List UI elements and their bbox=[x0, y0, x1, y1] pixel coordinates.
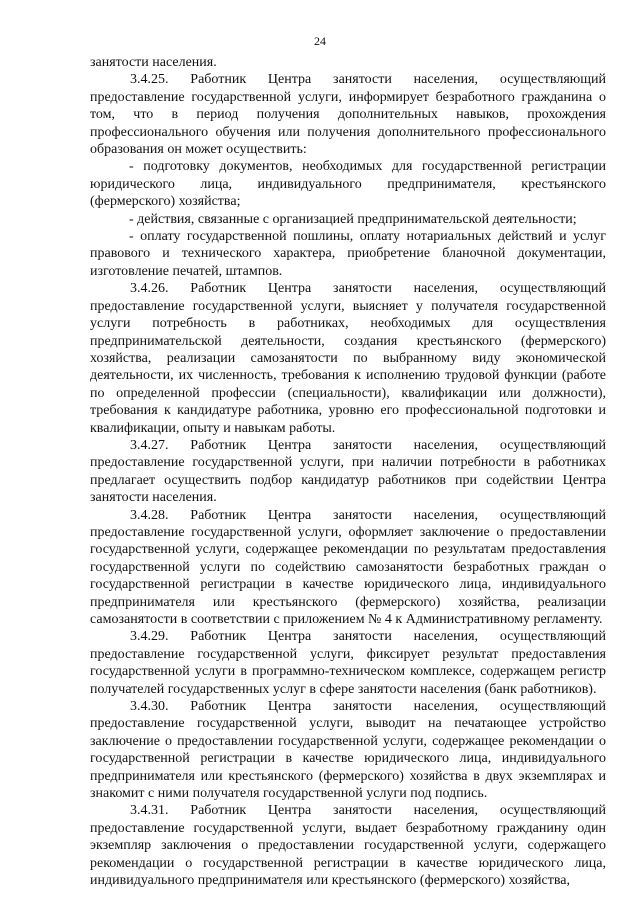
page-number: 24 bbox=[314, 34, 326, 48]
list-item-registration-documents: - подготовку документов, необходимых для государственной регистрации юридического лица, индивидуального предпринимателя, крестьянского (фермерского) хозяйства; bbox=[90, 159, 606, 210]
paragraph-3-4-25: 3.4.25. Работник Центра занятости населения, осуществляющий предоставление государственной услуги, информирует безработного гражданина о том, что в период получения дополнительных навыков, прохождения профессионального обучения или получения дополнительного профессионального образования он может осуществить: bbox=[90, 72, 606, 158]
list-item-fee-payment: - оплату государственной пошлины, оплату нотариальных действий и услуг правового и технического характера, приобретение бланочной документации, изготовление печатей, штампов. bbox=[90, 229, 606, 279]
paragraph-3-4-30: 3.4.30. Работник Центра занятости населения, осуществляющий предоставление государственной услуги, выводит на печатающее устройство заключение о предоставлении государственной услуги, содержащее рекомендации о государственной регистрации в качестве юридического лица, индивидуального предпринимателя или крестьянского (фермерского) хозяйства в двух экземплярах и знакомит с ними получателя государственной услуги под подпись. bbox=[90, 699, 606, 802]
paragraph-3-4-29: 3.4.29. Работник Центра занятости населения, осуществляющий предоставление государственной услуги, фиксирует результат предоставления государственной услуги в программно-техническом комплексе, содержащем регистр получателей государственных услуг в сфере занятости населения (банк работников). bbox=[90, 629, 606, 697]
paragraph-3-4-28: 3.4.28. Работник Центра занятости населения, осуществляющий предоставление государственной услуги, оформляет заключение о предоставлении государственной услуги, содержащее рекомендации по результатам предоставления государственной услуги по содействию самозанятости безработных граждан о государственной регистрации в качестве юридического лица, индивидуального предпринимателя или крестьянского (фермерского) хозяйства, реализации самозанятости в соответствии с приложением № 4 к Административному регламенту. bbox=[90, 507, 606, 627]
page-body bbox=[90, 54, 606, 890]
list-item-business-actions: - действия, связанные с организацией предпринимательской деятельности; bbox=[129, 211, 577, 227]
paragraph-3-4-31: 3.4.31. Работник Центра занятости населения, осуществляющий предоставление государственной услуги, выдает безработному гражданину один экземпляр заключения о предоставлении государственной услуги, содержащего рекомендации о государственной регистрации в качестве юридического лица, индивидуального предпринимателя или крестьянского (фермерского) хозяйства, bbox=[90, 803, 606, 889]
paragraph-continuation: занятости населения. bbox=[90, 55, 217, 70]
paragraph-3-4-26: 3.4.26. Работник Центра занятости населения, осуществляющий предоставление государственной услуги, выясняет у получателя государственной услуги потребность в работниках, необходимых для осуществления предпринимательской деятельности, создания крестьянского (фермерского) хозяйства, реализации самозанятости по выбранному виду экономической деятельности, их численность, требования к исполнению трудовой функции (работе по определенной профессии (специальности), квалификации или должности), требования к кандидатуре работника, уровню его профессиональной подготовки и квалификации, опыту и навыкам работы. bbox=[90, 281, 606, 436]
paragraph-3-4-27: 3.4.27. Работник Центра занятости населения, осуществляющий предоставление государственной услуги, при наличии потребности в работниках предлагает осуществить подбор кандидатур работников при содействии Центра занятости населения. bbox=[90, 437, 606, 506]
